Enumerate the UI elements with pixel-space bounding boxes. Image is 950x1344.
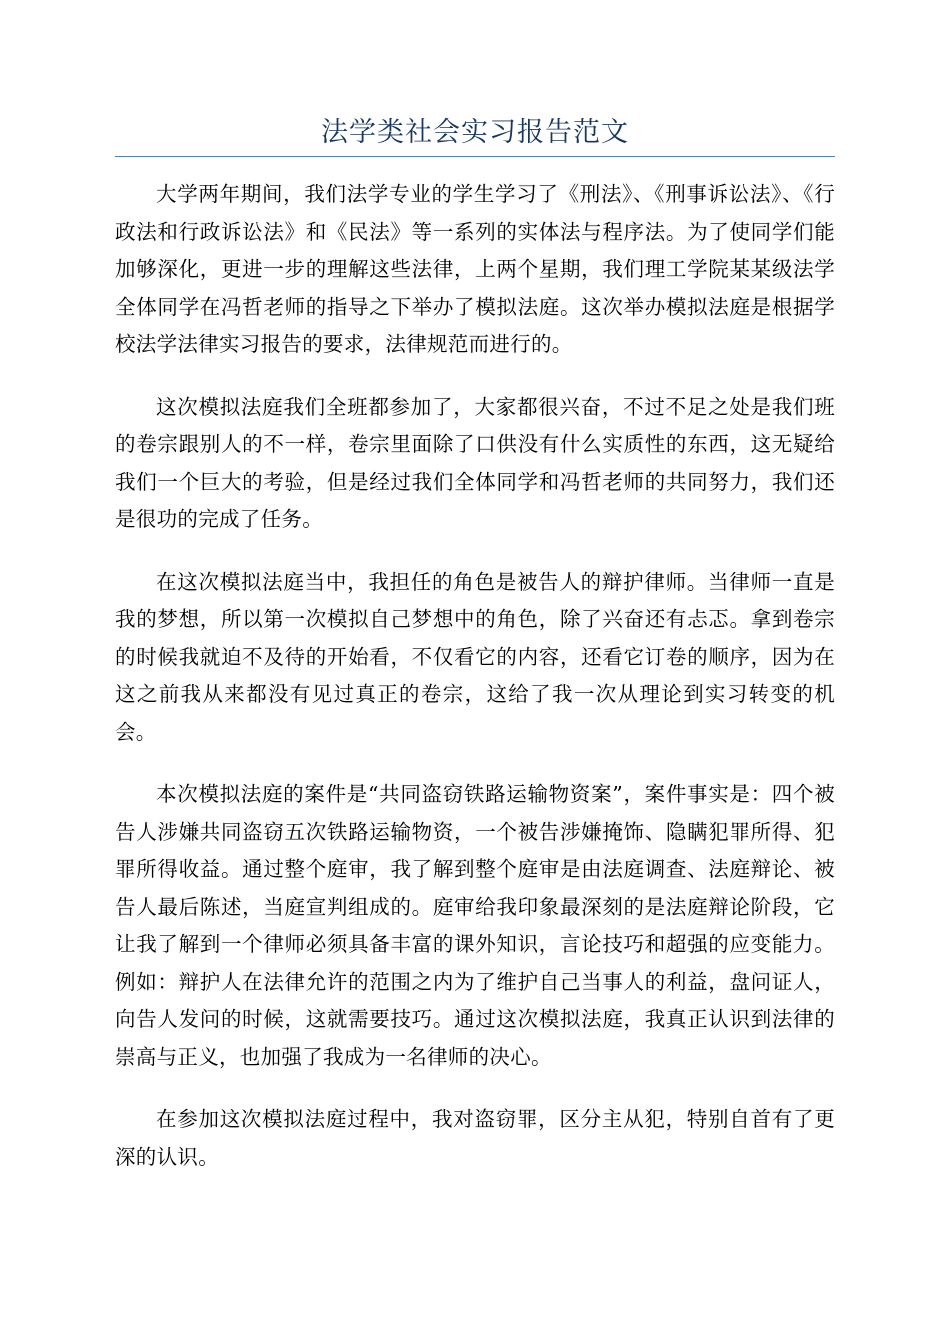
title-block — [115, 110, 835, 157]
paragraph-3: 在这次模拟法庭当中，我担任的角色是被告人的辩护律师。当律师一直是我的梦想，所以第一次模拟自己梦想中的角色，除了兴奋还有忐忑。拿到卷宗的时候我就迫不及待的开始看，不仅看它的内容，还看它订卷的顺序，因为在这之前我从来都没有见过真正的卷宗，这给了我一次从理论到实习转变的机会。 — [115, 569, 835, 744]
paragraph-2: 这次模拟法庭我们全班都参加了，大家都很兴奋，不过不足之处是我们班的卷宗跟别人的不一样，卷宗里面除了口供没有什么实质性的东西，这无疑给我们一个巨大的考验，但是经过我们全体同学和冯哲老师的共同努力，我们还是很功的完成了任务。 — [115, 394, 835, 531]
paragraph-4: 本次模拟法庭的案件是“共同盗窃铁路运输物资案”，案件事实是：四个被告人涉嫌共同盗窃五次铁路运输物资，一个被告涉嫌掩饰、隐瞒犯罪所得、犯罪所得收益。通过整个庭审，我了解到整个庭审是由法庭调查、法庭辩论、被告人最后陈述，当庭宣判组成的。庭审给我印象最深刻的是法庭辩论阶段，它让我了解到一个律师必须具备丰富的课外知识，言论技巧和超强的应变能力。例如：辩护人在法律允许的范围之内为了维护自己当事人的利益，盘问证人，向告人发问的时候，这就需要技巧。通过这次模拟法庭，我真正认识到法律的崇高与正义，也加强了我成为一名律师的决心。 — [115, 782, 835, 1069]
paragraph-1: 大学两年期间，我们法学专业的学生学习了《刑法》、《刑事诉讼法》、《行政法和行政诉讼法》和《民法》等一系列的实体法与程序法。为了使同学们能加够深化，更进一步的理解这些法律，上两个星期，我们理工学院某某级法学全体同学在冯哲老师的指导之下举办了模拟法庭。这次举办模拟法庭是根据学校法学法律实习报告的要求，法律规范而进行的。 — [115, 182, 835, 356]
document-title: 法学类社会实习报告范文 — [321, 117, 629, 148]
paragraph-5: 在参加这次模拟法庭过程中，我对盗窃罪，区分主从犯，特别自首有了更深的认识。 — [115, 1107, 835, 1169]
document-body — [115, 176, 835, 1201]
